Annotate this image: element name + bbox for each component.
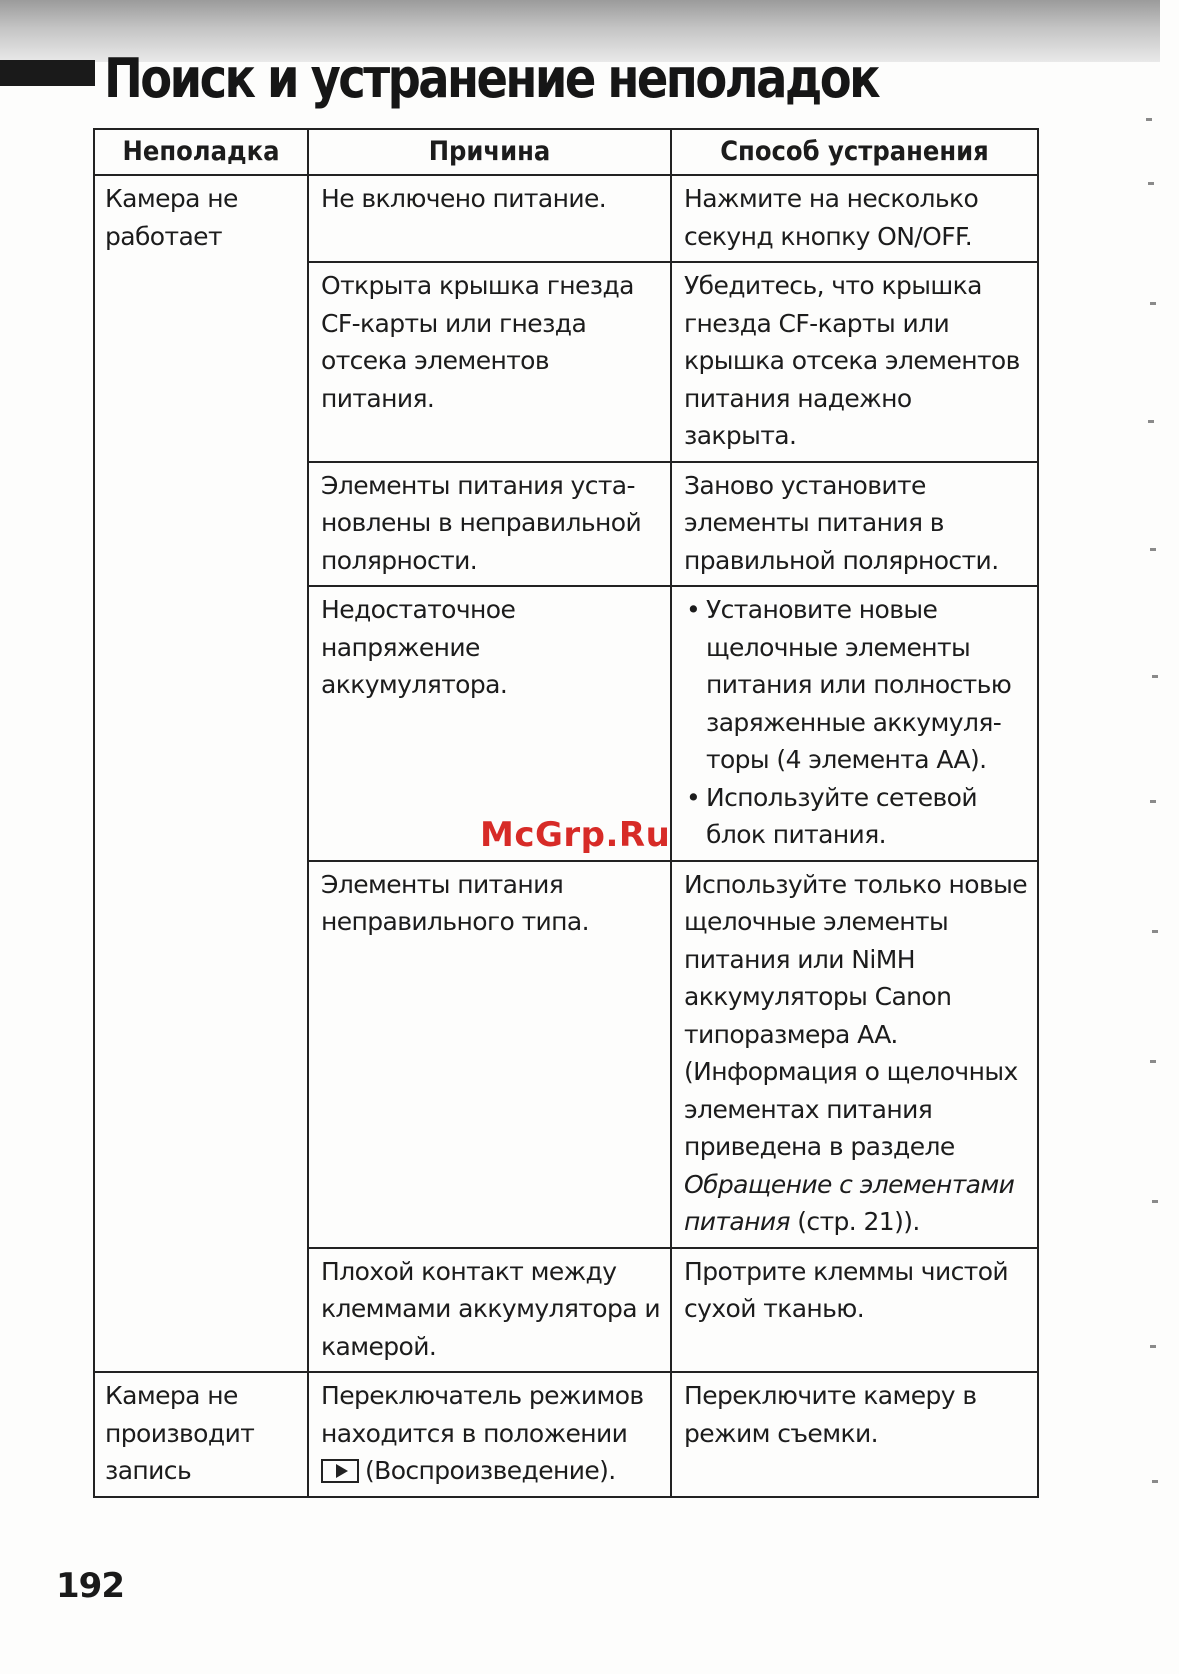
edge-speck [1150, 800, 1156, 803]
edge-speck [1150, 548, 1156, 551]
table-row [94, 175, 1038, 262]
cause-cell: Элементы питания уста-новлены в неправильной полярности. [308, 462, 671, 587]
edge-speck [1148, 420, 1154, 423]
edge-speck [1150, 1060, 1156, 1063]
remedy-cell [671, 586, 1038, 861]
remedy-text: Используйте только новые щелочные элементы питания или NiMH аккумуляторы Canon типоразмера AA. (Информация о щелочных элементах питания приведена в разделе [684, 869, 1028, 1161]
remedy-cell: Убедитесь, что крышка гнезда CF-карты или крышка отсека элементов питания надежно закрыта. [671, 262, 1038, 462]
cause-cell: Не включено питание. [308, 175, 671, 262]
remedy-page-reference: (стр. 21)). [789, 1207, 920, 1236]
cause-cell [308, 1372, 671, 1497]
edge-speck [1152, 930, 1158, 933]
watermark: McGrp.Ru [480, 815, 671, 855]
header-cause: Причина [308, 129, 671, 175]
cause-text-suffix: (Воспроизведение). [365, 1456, 616, 1485]
header-problem: Неполадка [94, 129, 308, 175]
problem-cell: Камера не работает [94, 175, 308, 1372]
remedy-cell: Нажмите на несколько секунд кнопку ON/OFF. [671, 175, 1038, 262]
page-number: 192 [56, 1566, 124, 1606]
remedy-bullet: • Установите новые щелочные элементы питания или полностью заряженные аккумуля-торы (4 элемента AA). [684, 591, 1029, 779]
edge-speck [1146, 118, 1152, 121]
edge-speck [1148, 182, 1154, 185]
header-remedy: Способ устранения [671, 129, 1038, 175]
cause-cell: Элементы питания неправильного типа. [308, 861, 671, 1248]
edge-speck [1152, 1200, 1158, 1203]
table-header-row [94, 129, 1038, 175]
edge-speck [1152, 1480, 1158, 1483]
remedy-cell: Протрите клеммы чистой сухой тканью. [671, 1248, 1038, 1373]
remedy-cell: Переключите камеру в режим съемки. [671, 1372, 1038, 1497]
remedy-bullet-list [684, 591, 1029, 854]
cause-cell: Плохой контакт между клеммами аккумулятора и камерой. [308, 1248, 671, 1373]
remedy-bullet: • Используйте сетевой блок питания. [684, 779, 1029, 854]
edge-speck [1150, 302, 1156, 305]
remedy-section-reference: Обращение с элементами питания [684, 1169, 1015, 1236]
edge-speck [1152, 675, 1158, 678]
playback-icon [321, 1459, 359, 1483]
cause-cell: Открыта крышка гнезда CF-карты или гнезда отсека элементов питания. [308, 262, 671, 462]
remedy-cell: Заново установите элементы питания в правильной полярности. [671, 462, 1038, 587]
edge-speck [1150, 1345, 1156, 1348]
page-title: Поиск и устранение неполадок [104, 47, 879, 110]
cause-cell: Недостаточное напряжение аккумулятора. [308, 586, 671, 861]
troubleshooting-table [93, 128, 1039, 1498]
table-row [94, 1372, 1038, 1497]
problem-cell: Камера не производит запись [94, 1372, 308, 1497]
title-marker-bar [0, 60, 95, 86]
cause-text: Переключатель режимов находится в положении [321, 1381, 644, 1448]
remedy-cell [671, 861, 1038, 1248]
